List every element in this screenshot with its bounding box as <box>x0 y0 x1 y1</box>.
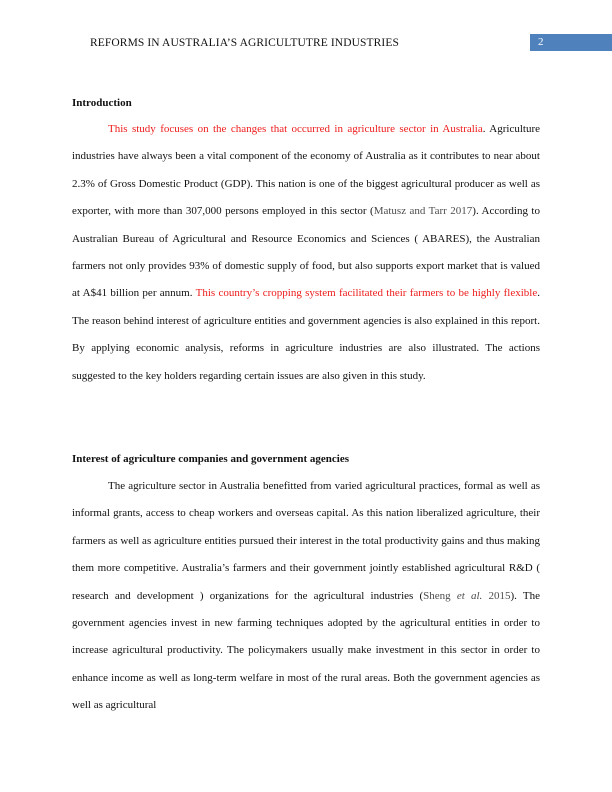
paragraph-text: ). According to Australian Bureau of Agricultural and Resource Economics and Sciences ( ABARES), the Australian farmers not only provides 93% of domestic supply of food, but also supports export market that is valued at A$41 billion per annum. <box>72 205 540 300</box>
paragraph-text: The agriculture sector in Australia benefitted from varied agricultural practices, formal as well as informal grants, access to cheap workers and overseas capital. As this nation liberalized agriculture, their farmers as well as agriculture entities pursued their interest in the total productivity gains and thus making them more competitive. Australia’s farmers and their government jointly established agricultural R&D ( research and development ) organizations for the agricultural industries ( <box>72 480 540 602</box>
introduction-body <box>72 116 540 390</box>
paragraph-text: . Agriculture industries have always been a vital component of the economy of Australia as it contributes to near about 2.3% of Gross Domestic Product (GDP). This nation is one of the biggest agricultural producer as well as exporter, with more than 307,000 persons employed in this sector ( <box>72 123 540 218</box>
highlighted-text: This study focuses on the changes that occurred in agriculture sector in Australia <box>108 123 483 135</box>
citation <box>423 590 510 602</box>
paragraph-text: ). The government agencies invest in new farming techniques adopted by the agricultural entities in order to increase agricultural productivity. The policymakers usually make investment in this sector in order to enhance income as well as long-term welfare in most of the rural areas. Both the government agencies as well as agricultural <box>72 589 541 712</box>
citation-author: Sheng <box>423 589 457 602</box>
interest-paragraph <box>72 473 540 720</box>
interest-body <box>72 473 540 720</box>
highlighted-text: This country’s cropping system facilitated their farmers to be highly flexible <box>195 287 538 300</box>
citation-year: 2015 <box>482 589 511 602</box>
page-number-badge: 2 <box>530 34 612 51</box>
introduction-paragraph <box>72 116 540 390</box>
running-header-title: REFORMS IN AUSTRALIA’S AGRICULTUTRE INDUSTRIES <box>90 37 399 49</box>
citation: Matusz and Tarr 2017 <box>373 205 473 218</box>
section-heading-interest: Interest of agriculture companies and government agencies <box>72 453 350 465</box>
section-heading-introduction: Introduction <box>72 97 132 109</box>
citation-et-al: et al. <box>456 589 483 602</box>
paragraph-text: . The reason behind interest of agriculture entities and government agencies is also explained in this report. By applying economic analysis, reforms in agriculture industries are also illustrated. The actions suggested to the key holders regarding certain issues are also given in this study. <box>72 287 540 382</box>
